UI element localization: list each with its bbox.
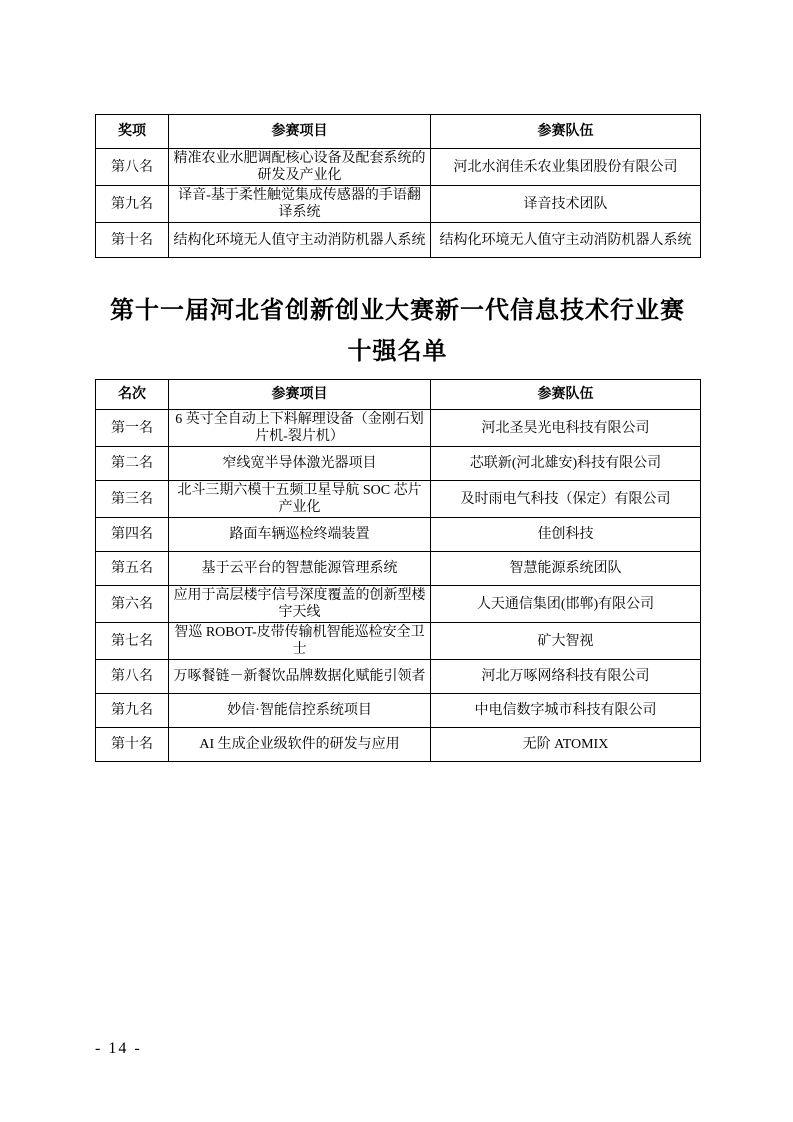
project-cell: 精准农业水肥调配核心设备及配套系统的研发及产业化: [169, 149, 431, 186]
header-cell-team: 参赛队伍: [431, 115, 701, 149]
section-title-line1: 第十一届河北省创新创业大赛新一代信息技术行业赛: [110, 298, 685, 324]
header-cell-team: 参赛队伍: [431, 380, 701, 410]
table-row: [96, 660, 701, 694]
team-cell: 河北水润佳禾农业集团股份有限公司: [431, 149, 701, 186]
team-cell: 芯联新(河北雄安)科技有限公司: [431, 447, 701, 481]
table-header-row: [96, 115, 701, 149]
team-cell: 河北圣昊光电科技有限公司: [431, 410, 701, 447]
rank-cell: 第四名: [96, 518, 169, 552]
team-cell: 中电信数字城市科技有限公司: [431, 694, 701, 728]
project-cell: 应用于高层楼宇信号深度覆盖的创新型楼宇天线: [169, 586, 431, 623]
project-cell: 智巡 ROBOT-皮带传输机智能巡检安全卫士: [169, 623, 431, 660]
rank-cell: 第一名: [96, 410, 169, 447]
project-cell: 万啄餐链－新餐饮品牌数据化赋能引领者: [169, 660, 431, 694]
rank-cell: 第八名: [96, 660, 169, 694]
table-row: [96, 728, 701, 762]
header-cell-project: 参赛项目: [169, 115, 431, 149]
header-cell-award: 奖项: [96, 115, 169, 149]
team-cell: 矿大智视: [431, 623, 701, 660]
project-cell: 结构化环境无人值守主动消防机器人系统: [169, 223, 431, 258]
team-cell: 无阶 ATOMIX: [431, 728, 701, 762]
rank-cell: 第五名: [96, 552, 169, 586]
table-row: [96, 149, 701, 186]
rank-cell: 第九名: [96, 186, 169, 223]
team-cell: 结构化环境无人值守主动消防机器人系统: [431, 223, 701, 258]
team-cell: 智慧能源系统团队: [431, 552, 701, 586]
rank-cell: 第二名: [96, 447, 169, 481]
table-row: [96, 552, 701, 586]
table-row: [96, 223, 701, 258]
awards-continuation-table: [95, 114, 701, 258]
header-cell-project: 参赛项目: [169, 380, 431, 410]
table-row: [96, 694, 701, 728]
table-header-row: [96, 380, 701, 410]
top-ten-table: [95, 379, 701, 762]
project-cell: 基于云平台的智慧能源管理系统: [169, 552, 431, 586]
project-cell: 译音-基于柔性触觉集成传感器的手语翻译系统: [169, 186, 431, 223]
team-cell: 河北万啄网络科技有限公司: [431, 660, 701, 694]
team-cell: 人天通信集团(邯郸)有限公司: [431, 586, 701, 623]
table-row: [96, 623, 701, 660]
table-row: [96, 518, 701, 552]
rank-cell: 第十名: [96, 223, 169, 258]
section-title: [95, 291, 700, 373]
project-cell: AI 生成企业级软件的研发与应用: [169, 728, 431, 762]
section-title-line2: 十强名单: [347, 339, 448, 365]
project-cell: 窄线宽半导体激光器项目: [169, 447, 431, 481]
rank-cell: 第七名: [96, 623, 169, 660]
rank-cell: 第九名: [96, 694, 169, 728]
project-cell: 路面车辆巡检终端装置: [169, 518, 431, 552]
table-row: [96, 481, 701, 518]
team-cell: 佳创科技: [431, 518, 701, 552]
rank-cell: 第三名: [96, 481, 169, 518]
project-cell: 妙信·智能信控系统项目: [169, 694, 431, 728]
table-row: [96, 447, 701, 481]
team-cell: 译音技术团队: [431, 186, 701, 223]
page-number: - 14 -: [95, 1040, 142, 1057]
table-row: [96, 186, 701, 223]
header-cell-rank: 名次: [96, 380, 169, 410]
rank-cell: 第八名: [96, 149, 169, 186]
table-row: [96, 586, 701, 623]
table-row: [96, 410, 701, 447]
rank-cell: 第十名: [96, 728, 169, 762]
rank-cell: 第六名: [96, 586, 169, 623]
team-cell: 及时雨电气科技（保定）有限公司: [431, 481, 701, 518]
project-cell: 6 英寸全自动上下料解理设备（金刚石划片机-裂片机）: [169, 410, 431, 447]
project-cell: 北斗三期六模十五频卫星导航 SOC 芯片产业化: [169, 481, 431, 518]
